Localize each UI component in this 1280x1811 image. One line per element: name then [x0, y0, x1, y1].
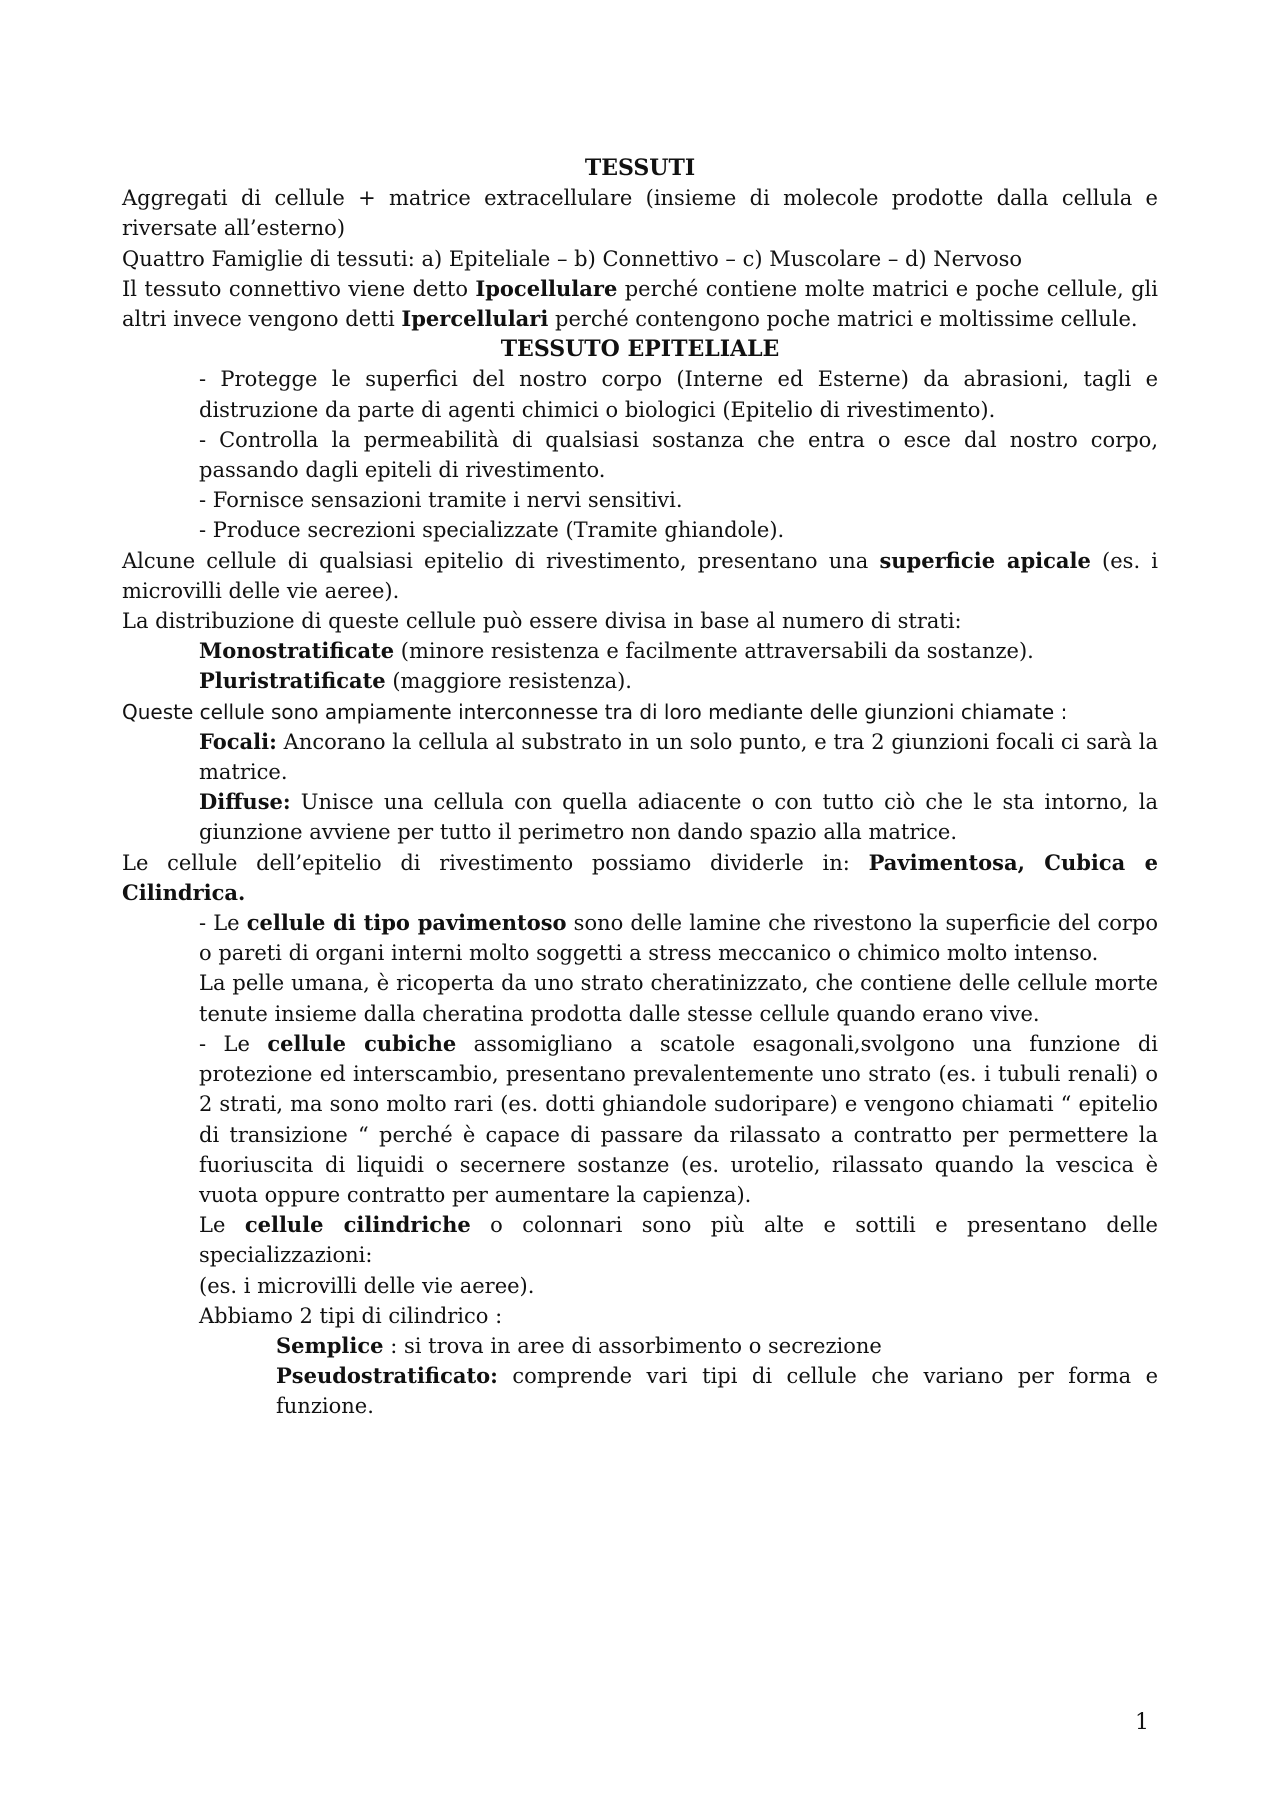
tissue-families: Quattro Famiglie di tessuti: a) Epiteliale – b) Connettivo – c) Muscolare – d) Nervoso — [122, 246, 1023, 271]
strata-item: Monostratificate (minore resistenza e facilmente attraversabili da sostanze). — [199, 638, 1034, 664]
pelle-paragraph: La pelle umana, è ricoperta da uno strato cheratinizzato, che contiene delle cellule morte tenute insieme dalla cheratina prodotta dalle stesse cellule quando erano vive. — [199, 971, 1158, 1026]
cilindrico-types-intro: Abbiamo 2 tipi di cilindrico : — [199, 1303, 503, 1328]
page-content — [122, 153, 1158, 1422]
junction-item: Diffuse: Unisce una cellula con quella adiacente o con tutto ciò che le sta intorno, la giunzione avviene per tutto il perimetro non dando spazio alla matrice. — [199, 789, 1158, 845]
function-item: - Protegge le superfici del nostro corpo (Interne ed Esterne) da abrasioni, tagli e distruzione da parte di agenti chimici o biologici (Epitelio di rivestimento). — [199, 367, 1158, 422]
cilindriche-paragraph: Le cellule cilindriche o colonnari sono più alte e sottili e presentano delle specializzazioni: — [199, 1212, 1158, 1268]
distribution-paragraph: La distribuzione di queste cellule può essere divisa in base al numero di strati: — [122, 609, 962, 634]
page-number: 1 — [1135, 1710, 1149, 1735]
junction-item: Focali: Ancorano la cellula al substrato in un solo punto, e tra 2 giunzioni focali ci sarà la matrice. — [199, 728, 1158, 785]
type-item: Pseudostratificato: comprende vari tipi di cellule che variano per forma e funzione. — [276, 1363, 1158, 1419]
intro-paragraph: Aggregati di cellule + matrice extracellulare (insieme di molecole prodotte dalla cellula e riversate all’esterno) — [122, 186, 1158, 241]
type-item: Semplice : si trova in aree di assorbimento o secrezione — [276, 1332, 882, 1358]
junctions-intro: Queste cellule sono ampiamente interconnesse tra di loro mediante delle giunzioni chiamate : — [122, 699, 1068, 724]
connective-paragraph: Il tessuto connettivo viene detto Ipocellulare perché contiene molte matrici e poche cellule, gli altri invece vengono detti Ipercellulari perché contengono poche matrici e moltissime cellule. — [122, 275, 1158, 332]
function-item: - Produce secrezioni specializzate (Tramite ghiandole). — [199, 518, 785, 543]
section-title: TESSUTO EPITELIALE — [500, 336, 780, 363]
cilindriche-example: (es. i microvilli delle vie aeree). — [199, 1273, 535, 1298]
page-title: TESSUTI — [584, 155, 696, 181]
apical-paragraph: Alcune cellule di qualsiasi epitelio di rivestimento, presentano una superficie apicale (es. i microvilli delle vie aeree). — [122, 547, 1159, 603]
function-item: - Controlla la permeabilità di qualsiasi sostanza che entra o esce dal nostro corpo, passando dagli epiteli di rivestimento. — [199, 427, 1158, 483]
pavimentoso-paragraph: - Le cellule di tipo pavimentoso sono delle lamine che rivestono la superficie del corpo o pareti di organi interni molto soggetti a stress meccanico o chimico molto intenso. — [199, 910, 1158, 966]
strata-item: Pluristratificate (maggiore resistenza). — [199, 668, 632, 694]
shapes-intro: Le cellule dell’epitelio di rivestimento possiamo dividerle in: Pavimentosa, Cubica e Cilindrica. — [122, 849, 1158, 905]
function-item: - Fornisce sensazioni tramite i nervi sensitivi. — [199, 488, 683, 513]
cubiche-paragraph: - Le cellule cubiche assomigliano a scatole esagonali,svolgono una funzione di protezione ed interscambio, presentano prevalentemente uno strato (es. i tubuli renali) o 2 strati, ma sono molto rari (es. dotti ghiandole sudoripare) e vengono chiamati “ epitelio di transizione “ perché è capace di passare da rilassato a contratto per permettere la fuoriuscita di liquidi o secernere sostanze (es. urotelio, rilassato quando la vescica è vuota oppure contratto per aumentare la capienza). — [199, 1030, 1158, 1207]
